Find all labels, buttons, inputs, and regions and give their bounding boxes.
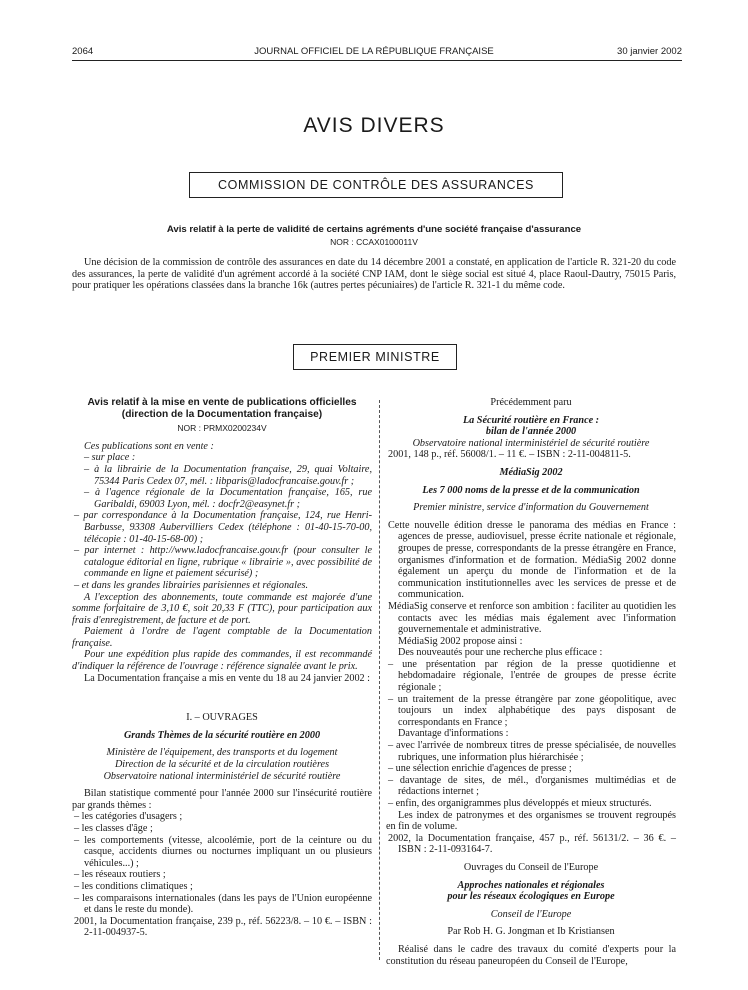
- avis-title: Avis relatif à la perte de validité de certains agréments d'une société française d'assurance: [166, 224, 582, 235]
- sale-onsite: – sur place :: [84, 452, 136, 464]
- sale-points-list: [72, 464, 372, 510]
- previously-published-label: Précédemment paru: [490, 397, 572, 408]
- list-item: – par internet : http://www.ladocfrancaise.gouv.fr (pour consulter le catalogue éditorial en ligne, rubrique « librairie », avec possibilité de commande en ligne et paiement sécurisé) ;: [74, 545, 372, 580]
- prev-book-author: Observatoire national interministériel de sécurité routière: [412, 437, 650, 449]
- info-list: [386, 740, 676, 810]
- publications-title: Avis relatif à la mise en vente de publications officielles: [87, 397, 357, 408]
- prev-book-title: La Sécurité routière en France :: [462, 414, 600, 426]
- mediasig-news-intro: Des nouveautés pour une recherche plus efficace :: [398, 647, 603, 659]
- list-item: – les comportements (vitesse, alcoolémie, port de la ceinture ou du casque, accidents diurnes ou nocturnes impliquant un ou plusieurs véhicules...) ;: [74, 834, 372, 869]
- list-item: – les réseaux routiers ;: [74, 869, 166, 881]
- list-item: – les comparaisons internationales (dans les pays de l'Union européenne et dans le reste du monde).: [74, 892, 372, 916]
- mediasig-reference: 2002, la Documentation française, 457 p., réf. 56131/2. – 36 €. – ISBN : 2-11-093164-7.: [388, 832, 676, 856]
- book-author-direction: Direction de la sécurité et de la circulation routières: [114, 759, 330, 771]
- ce-book-paragraph: Réalisé dans le cadre des travaux du comité d'experts pour la constitution du réseau paneuropéen du Conseil de l'Europe,: [386, 943, 676, 967]
- mediasig-proposes: MédiaSig 2002 propose ainsi :: [398, 635, 523, 647]
- right-column: [386, 397, 676, 967]
- ce-book-byline: Par Rob H. G. Jongman et Ib Kristiansen: [447, 926, 615, 938]
- reference-paragraph: Pour une expédition plus rapide des commandes, il est recommandé d'indiquer la référence de l'ouvrage : référence signalée avant le prix.: [72, 649, 372, 673]
- page-number: 2064: [72, 46, 94, 57]
- book-description: Bilan statistique commenté pour l'année 2000 sur l'insécurité routière par grands thèmes :: [72, 788, 372, 811]
- payment-paragraph: Paiement à l'ordre de l'agent comptable de la Documentation française.: [72, 626, 372, 649]
- journal-title: JOURNAL OFFICIEL DE LA RÉPUBLIQUE FRANÇAISE: [254, 46, 494, 57]
- list-item: – enfin, des organigrammes plus développés et mieux structurés.: [388, 798, 652, 809]
- premier-ministre-heading-box: PREMIER MINISTRE: [293, 344, 457, 370]
- mediasig-heading: MédiaSig 2002: [499, 466, 563, 478]
- list-item: – une sélection enrichie d'agences de presse ;: [388, 763, 572, 775]
- avis-nor: NOR : CCAX0100011V: [330, 237, 418, 247]
- list-item: – un traitement de la presse étrangère par zone géopolitique, avec toujours un index alphabétique des pays disposant de correspondants en France ;: [388, 693, 676, 728]
- avis-body: Une décision de la commission de contrôle des assurances en date du 14 décembre 2001 a constaté, en application de l'article R. 321-20 du code des assurances, la perte de validité d'un agrément accordé à la société CNP IAM, dont le siège social est situé 4, place Raoul-Dautry, 75015 Paris, pour pratiquer les opérations classées dans la branche 16k (autres pertes pécuniaires) de l'article R. 321-1 du même code.: [72, 257, 676, 292]
- ce-book-subtitle: pour les réseaux écologiques en Europe: [447, 891, 615, 903]
- column-divider: [379, 400, 380, 960]
- publications-subtitle: (direction de la Documentation française): [121, 408, 323, 420]
- book-author-observatory: Observatoire national interministériel de sécurité routière: [103, 770, 341, 782]
- prev-book-subtitle: bilan de l'année 2000: [485, 426, 577, 438]
- publications-nor: NOR : PRMX0200234V: [177, 423, 267, 434]
- list-item: – par correspondance à la Documentation française, 124, rue Henri-Barbusse, 93308 Aubervilliers Cedex (téléphone : 01-40-15-70-00, télécopie : 01-40-15-68-00) ;: [74, 510, 372, 545]
- list-item: – à l'agence régionale de la Documentation française, 165, rue Garibaldi, 69003 Lyon, mél. : docfr2@easynet.fr ;: [84, 487, 372, 510]
- ce-book-title: Approches nationales et régionales: [457, 879, 605, 891]
- news-list: [386, 659, 676, 729]
- council-of-europe-heading: Ouvrages du Conseil de l'Europe: [463, 861, 599, 873]
- commission-heading-box: COMMISSION DE CONTRÔLE DES ASSURANCES: [189, 172, 563, 198]
- book-title: Grands Thèmes de la sécurité routière en 2000: [123, 729, 321, 741]
- section-title: AVIS DIVERS: [303, 114, 445, 137]
- list-item: – les classes d'âge ;: [74, 823, 153, 834]
- release-paragraph: La Documentation française a mis en vente du 18 au 24 janvier 2002 :: [84, 672, 371, 684]
- sale-channels-list: [72, 510, 372, 591]
- index-paragraph: Les index de patronymes et des organismes se trouvent regroupés en fin de volume.: [386, 809, 676, 833]
- list-item: – avec l'arrivée de nombreux titres de presse spécialisée, de nouvelles rubriques, une information plus hiérarchisée ;: [388, 740, 676, 763]
- book-author-ministry: Ministère de l'équipement, des transports et du logement: [106, 747, 338, 759]
- sale-intro: Ces publications sont en vente :: [84, 440, 214, 452]
- list-item: – une présentation par région de la presse quotidienne et hebdomadaire régionale, l'entrée de groupes de presse écrite régionale ;: [388, 658, 676, 694]
- list-item: – davantage de sites, de mél., d'organismes multimédias et de rédactions internet ;: [388, 774, 676, 798]
- list-item: – à la librairie de la Documentation française, 29, quai Voltaire, 75344 Paris Cedex 07, mél. : libparis@ladocfrancaise.gouv.fr ;: [84, 463, 372, 487]
- ouvrages-heading: I. – OUVRAGES: [186, 712, 258, 724]
- prev-book-reference: 2001, 148 p., réf. 56008/1. – 11 €. – ISBN : 2-11-004811-5.: [388, 449, 631, 461]
- ce-book-author: Conseil de l'Europe: [490, 908, 572, 920]
- left-column: [72, 397, 372, 939]
- themes-list: [72, 811, 372, 915]
- surcharge-paragraph: A l'exception des abonnements, toute commande est majorée d'une somme forfaitaire de 3,10 €, soit 20,33 F (TTC), pour participation aux frais d'enregistrement, de facture et de port.: [72, 591, 372, 626]
- book-reference: 2001, la Documentation française, 239 p., réf. 56223/8. – 10 €. – ISBN : 2-11-004937-5.: [74, 915, 372, 939]
- header-rule: [72, 60, 682, 61]
- more-info-intro: Davantage d'informations :: [398, 728, 509, 740]
- list-item: – les catégories d'usagers ;: [74, 811, 183, 823]
- mediasig-paragraph: Cette nouvelle édition dresse le panorama des médias en France : agences de presse, audiovisuel, presse écrite nationale et régionale, groupes de presse, correspondants de la presse étrangère en France, organismes d'information et de formation. MédiaSig 2002 donne également un aperçu du monde de l'information et de la communication institutionnelles avec les services de presse et de communication.: [388, 519, 676, 601]
- issue-date: 30 janvier 2002: [617, 46, 682, 57]
- list-item: – les conditions climatiques ;: [74, 880, 193, 892]
- mediasig-author: Premier ministre, service d'information du Gouvernement: [413, 502, 649, 514]
- mediasig-ambition: MédiaSig conserve et renforce son ambition : faciliter au quotidien les contacts avec les médias mais également avec l'information gouvernementale et administrative.: [388, 600, 676, 636]
- list-item: – et dans les grandes librairies parisiennes et régionales.: [74, 579, 309, 591]
- mediasig-title: Les 7 000 noms de la presse et de la communication: [422, 484, 640, 496]
